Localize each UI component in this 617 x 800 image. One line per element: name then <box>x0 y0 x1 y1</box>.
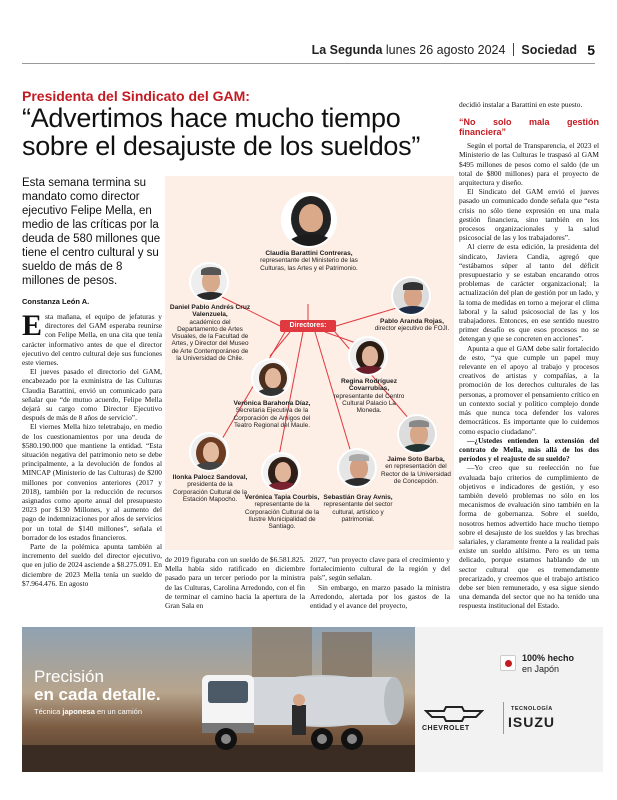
ad-tagline: Técnica japonesa en un camión <box>34 707 142 716</box>
photo-sebastian-gray <box>337 448 377 488</box>
technology-label: TECNOLOGÍA <box>511 706 553 712</box>
section-name: Sociedad <box>521 43 577 57</box>
paragraph: Parte de la polémica apunta también al incremento del sueldo del director ejecutivo, que en julio de 2024 asciende a $8.275.091. En diciembre de 2023 Mella tenía un sueldo de $7.964.476. En agosto <box>22 542 162 588</box>
chevrolet-truck-ad[interactable] <box>22 627 603 772</box>
isuzu-wordmark: ISUZU <box>508 714 555 730</box>
paragraph: Apunta a que el GAM debe salir fortalecido de esto, “ya que cumple un papel muy relevante en el apoyo al trabajo y procesos creativos de artistas y compañías, a la promoción de los derechos culturales de las personas, a promover el pensamiento crítico en un contexto social y político complejo donde más que nunca toca defender los valores democráticos. Es importante que lo cuidemos como espacio ciudadano”. <box>459 343 599 436</box>
paragraph: de 2019 figuraba con un sueldo de $6.581.825. Mella había sido ratificado en diciembre pasado para un tercer periodo por la ministra de las Culturas, Carolina Arredondo, con el fin de terminar el camino hacia la apertura de la Gran Sala en <box>165 555 305 611</box>
made-in-japan-line1: 100% hecho <box>522 653 575 663</box>
photo-jaime-soto <box>397 414 437 454</box>
chevrolet-bowtie-icon <box>424 705 484 723</box>
article-column-1 <box>22 309 162 588</box>
masthead-meta <box>312 43 577 57</box>
photo-claudia-barattini <box>281 192 337 248</box>
board-infographic <box>165 176 454 550</box>
article-lead: Esta semana termina su mandato como director ejecutivo Felipe Mella, en medio de las críticas por la deuda de 580 millones que tiene el centro cultural y su sueldo de más de 8 millones de pesos. <box>22 177 161 287</box>
paragraph: decidió instalar a Barattini en este puesto. <box>459 100 583 109</box>
photo-pablo-aranda <box>391 276 431 316</box>
interview-question: —¿Ustedes entienden la extensión del contrato de Mella, más allá de los dos períodos y el reajuste de su sueldo? <box>459 435 599 464</box>
member-president: Claudia Barattini Contreras, representante del Ministerio de las Culturas, las Artes y el Patrimonio. <box>260 250 358 272</box>
masthead-divider <box>513 43 514 56</box>
paragraph: Sin embargo, en marzo pasado la ministra Arredondo, alertada por los gastos de la entidad y el avance del proyecto, <box>310 582 450 611</box>
member-veronica-barahona: Verónica Barahona Díaz, Secretaria Ejecutiva de la Corporación de Amigos del Teatro Regional del Maule. <box>233 400 311 429</box>
article-column-3 <box>459 100 599 611</box>
paragraph: Al cierre de esta edición, la presidenta del sindicato, Javiera Candia, agregó que “estábamos súper al tanto del déficit presupuestario y se estaban encarando otros problemas de carácter organizacional; la actualización del plan de gestión por un lado, y la toma de medidas en torno a mejorar el clima laboral y la salud psicosocial de las y los trabajadores. Entonces, en ese sentido nuestro primer desafío es que esos procesos no se detengan y que se concreten en acciones”. <box>459 242 599 344</box>
photo-veronica-tapia <box>261 452 301 492</box>
photo-daniel-cruz <box>189 262 229 302</box>
member-sebastian-gray: Sebastián Gray Avnis, representante del sector cultural, artístico y patrimonial. <box>323 494 393 523</box>
member-veronica-tapia: Verónica Tapia Courbis, representante de la Corporación Cultural de la Ilustre Municipalidad de Santiago. <box>244 494 320 531</box>
article-column-2 <box>165 555 305 610</box>
paragraph: 2027, “un proyecto clave para el crecimiento y fortalecimiento cultural de la región y del país”, según señalan. <box>310 555 450 583</box>
made-in-japan-line2: en Japón <box>522 664 560 674</box>
japan-flag-icon <box>500 655 516 671</box>
ad-slogan-line1: Precisión <box>34 667 104 686</box>
photo-ilonka-palocz <box>189 432 229 472</box>
member-pablo-aranda: Pablo Aranda Rojas, director ejecutivo de FOJI. <box>374 318 450 333</box>
brand-divider <box>503 702 504 734</box>
member-ilonka-palocz: Ilonka Palocz Sandoval, presidenta de la Corporación Cultural de la Estación Mapocho. <box>172 474 248 503</box>
member-jaime-soto: Jaime Soto Barba, en representación del Rector de la Universidad de Concepción. <box>381 456 451 485</box>
photo-veronica-barahona <box>251 358 291 398</box>
chevrolet-wordmark: CHEVROLET <box>422 725 470 732</box>
ad-brand-panel <box>415 627 603 772</box>
member-regina-rodriguez: Regina Rodríguez Covarrubias, representante del Centro Cultural Palacio La Moneda. <box>333 378 405 415</box>
article-column-2b <box>310 555 450 610</box>
article-byline: Constanza León A. <box>22 297 90 306</box>
article-headline: “Advertimos hace mucho tiempo sobre el desajuste de los sueldos” <box>22 103 421 161</box>
section-subhead: “No solo mala gestión financiera” <box>459 117 599 138</box>
masthead <box>22 42 595 64</box>
photo-regina-rodriguez <box>348 336 388 376</box>
drop-cap: E <box>22 309 43 342</box>
ad-photo-scene <box>22 627 415 772</box>
paragraph: Según el portal de Transparencia, el 2023 el Ministerio de las Culturas le traspasó al GAM $495 millones de pesos como el saldo (de un total de $800 millones) para el proyecto de arquitectura y diseño. <box>459 141 599 188</box>
interview-answer: —Yo creo que su reelección no fue evaluada bajo criterios de cumplimiento de objetivos e indicadores de gestión, y eso también develó problemas no sólo en los mecanismos de evaluación sino también en la forma de gobernanza. Sobre el sueldo, nosotros hemos advertido hace mucho tiempo sobre el desajuste de los sueldos y las brechas salariales, y claramente frente a la realidad país existe un sueldo altísimo. Pero es un tema delicado, porque estamos hablando de un sector cultural que es tremendamente precarizado, y creemos que el trabajo artístico debe ser bien remunerado, y esa sigue siendo una demanda del sector que no ha tenido una respuesta institucional del Estado. <box>459 463 599 611</box>
directores-label: Directores: <box>280 320 336 332</box>
issue-date: lunes 26 agosto 2024 <box>385 43 506 57</box>
member-daniel-cruz: Daniel Pablo Andrés Cruz Valenzuela, académico del Departamento de Artes Visuales, de la Facultad de Artes, y Director del Museo de Arte Contemporáneo de la Universidad de Chile. <box>169 304 251 363</box>
article-kicker: Presidenta del Sindicato del GAM: <box>22 88 250 104</box>
paragraph: El jueves pasado el directorio del GAM, encabezado por la exministra de las Culturas Claudia Barattini, envió un comunicado para señalar que “de mutuo acuerdo, Felipe Mella dejará su cargo como Director Ejecutivo después de más de 8 años de servicio”. <box>22 367 162 423</box>
paper-name: La Segunda <box>311 43 383 57</box>
paragraph: El viernes Mella hizo teletrabajo, en medio de los cuestionamientos por una deuda de $580.190.000 que mantiene la entidad. “Esta situación negativa del patrimonio neto se debe principalmente, a la devolución de fondos al MINCAP (Ministerio de las Culturas) de $200 millones por convenios anteriores (2017 y 2018), también por la reducción de recursos asignados como aporte anual del presupuesto 2023 por $130 Millones, y al aumento del pago de indemnizaciones por años de servicios por un total de $140 millones”, señala el borrador de los estados financieros. <box>22 422 162 542</box>
ad-slogan-line2: en cada detalle. <box>34 685 161 704</box>
paragraph: Esta mañana, el equipo de jefaturas y directores del GAM esperaba reunirse con Felipe Mella, en una cita que tenía carácter informativo antes de que el director ejecutivo del centro cultural deje sus funciones este viernes. <box>22 309 162 368</box>
page-number: 5 <box>587 42 595 58</box>
paragraph: El Sindicato del GAM envió el jueves pasado un comunicado donde señala que “esta crisis no sólo tiene expresión en una mala gestión financiera, sino también en los procesos organizacionales y la salud psicosocial de las y los trabajadores”. <box>459 187 599 243</box>
